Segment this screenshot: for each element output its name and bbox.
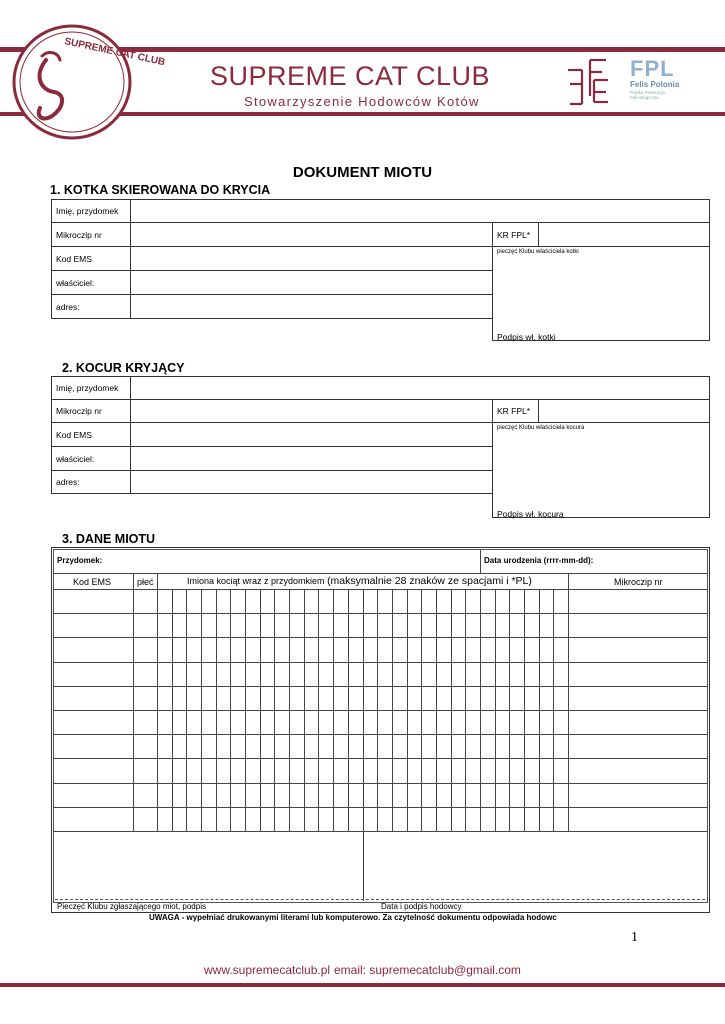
- s1-chip-label: Mikroczip nr: [52, 223, 131, 247]
- s2-address-label: adres:: [52, 471, 131, 494]
- litter-prefix-label: Przydomek:: [57, 556, 103, 565]
- litter-birth-label: Data urodzenia (rrrr-mm-dd):: [484, 556, 594, 565]
- kitten-name-field[interactable]: [158, 663, 567, 685]
- section3-title: 3. DANE MIOTU: [62, 532, 156, 546]
- kitten-chip-field[interactable]: [569, 590, 706, 612]
- kitten-chip-field[interactable]: [569, 735, 706, 757]
- s1-kr-label: KR FPL*: [493, 223, 539, 247]
- kitten-name-field[interactable]: [158, 784, 567, 806]
- kitten-chip-field[interactable]: [569, 614, 706, 636]
- club-subtitle: Stowarzyszenie Hodowców Kotów: [244, 94, 480, 109]
- s2-address-field[interactable]: [131, 471, 493, 494]
- s2-chip-label: Mikroczip nr: [52, 400, 131, 423]
- kitten-name-field[interactable]: [158, 687, 567, 709]
- col-names-header-a: Imiona kociąt wraz z przydomkiem: [187, 576, 325, 586]
- s1-kr-field[interactable]: [539, 223, 710, 247]
- grid-row-line: [53, 831, 707, 832]
- s1-owner-field[interactable]: [131, 271, 493, 295]
- s1-sign-label: Podpis wł. kotki: [497, 332, 556, 342]
- kitten-ems-field[interactable]: [54, 590, 132, 612]
- section1-title: 1. KOTKA SKIEROWANA DO KRYCIA: [50, 183, 271, 197]
- kitten-ems-field[interactable]: [54, 759, 132, 781]
- kitten-chip-field[interactable]: [569, 663, 706, 685]
- club-logo: [6, 20, 167, 140]
- s1-name-field[interactable]: [131, 200, 710, 223]
- kitten-sex-field[interactable]: [134, 808, 156, 830]
- s2-ems-field[interactable]: [131, 423, 493, 447]
- footer-band: [0, 983, 725, 987]
- s1-name-label: Imię, przydomek: [52, 200, 131, 223]
- fpl-name: Felis Polonia: [630, 80, 680, 89]
- s1-owner-label: właściciel:: [52, 271, 131, 295]
- litter-prefix-field[interactable]: [110, 551, 476, 571]
- section1-table: [51, 199, 710, 341]
- s2-kr-field[interactable]: [539, 400, 710, 423]
- litter-birth-field[interactable]: [600, 551, 704, 571]
- kitten-chip-field[interactable]: [569, 808, 706, 830]
- page-number: 1: [631, 930, 638, 945]
- s1-stamp-area[interactable]: [493, 247, 710, 341]
- kitten-name-field[interactable]: [158, 638, 567, 660]
- fpl-sub1: Polska Federacja: [630, 90, 665, 95]
- fpl-logo: [630, 58, 710, 100]
- s1-ems-label: Kod EMS: [52, 247, 131, 271]
- s2-stamp-label: pieczęć Klubu właściciela kocura: [497, 425, 585, 431]
- s1-address-label: adres:: [52, 295, 131, 319]
- col-sex-header: płeć: [137, 577, 154, 587]
- kitten-ems-field[interactable]: [54, 614, 132, 636]
- kitten-chip-field[interactable]: [569, 784, 706, 806]
- s2-name-field[interactable]: [131, 377, 710, 400]
- kitten-sex-field[interactable]: [134, 638, 156, 660]
- kitten-ems-field[interactable]: [54, 735, 132, 757]
- club-title: SUPREME CAT CLUB: [210, 61, 491, 91]
- kitten-name-field[interactable]: [158, 808, 567, 830]
- col-ems-header: Kod EMS: [73, 577, 112, 587]
- kitten-sex-field[interactable]: [134, 759, 156, 781]
- kitten-sex-field[interactable]: [134, 663, 156, 685]
- kitten-ems-field[interactable]: [54, 687, 132, 709]
- kitten-sex-field[interactable]: [134, 735, 156, 757]
- kitten-sex-field[interactable]: [134, 614, 156, 636]
- kitten-sex-field[interactable]: [134, 590, 156, 612]
- fife-logo-icon: [562, 56, 612, 106]
- section2-table: [51, 376, 710, 518]
- breeder-sign-field[interactable]: [366, 833, 704, 895]
- footer-website[interactable]: www.supremecatclub.pl: [204, 963, 331, 977]
- kitten-name-field[interactable]: [158, 735, 567, 757]
- s2-ems-label: Kod EMS: [52, 423, 131, 447]
- kitten-ems-field[interactable]: [54, 711, 132, 733]
- kitten-name-field[interactable]: [158, 590, 567, 612]
- col-names-header-b: (maksymalnie 28 znaków ze spacjami i *PL): [327, 575, 532, 587]
- fpl-logo-text: FPL: [630, 56, 675, 81]
- svg-text:SUPREME CAT CLUB: SUPREME CAT CLUB: [63, 36, 167, 69]
- kitten-ems-field[interactable]: [54, 638, 132, 660]
- footer-email[interactable]: email: supremecatclub@gmail.com: [334, 963, 521, 977]
- kitten-name-field[interactable]: [158, 759, 567, 781]
- col-names-header: [187, 575, 532, 587]
- kitten-ems-field[interactable]: [54, 808, 132, 830]
- kitten-name-field[interactable]: [158, 711, 567, 733]
- kitten-chip-field[interactable]: [569, 638, 706, 660]
- litter-stamp-label: Pieczęć Klubu zgłaszającego miot, podpis: [57, 902, 206, 911]
- s2-chip-field[interactable]: [131, 400, 493, 423]
- litter-stamp-field[interactable]: [55, 833, 361, 895]
- kitten-chip-field[interactable]: [569, 711, 706, 733]
- kitten-ems-field[interactable]: [54, 663, 132, 685]
- fpl-sub2: Felinologiczna: [630, 95, 659, 100]
- s2-kr-label: KR FPL*: [493, 400, 539, 423]
- s2-sign-label: Podpis wł. kocura: [497, 509, 564, 519]
- kitten-sex-field[interactable]: [134, 784, 156, 806]
- s2-stamp-area[interactable]: [493, 423, 710, 518]
- kitten-chip-field[interactable]: [569, 687, 706, 709]
- s1-stamp-label: pieczęć Klubu właściciela kotki: [497, 249, 579, 255]
- kitten-sex-field[interactable]: [134, 711, 156, 733]
- s2-owner-field[interactable]: [131, 447, 493, 471]
- kitten-chip-field[interactable]: [569, 759, 706, 781]
- kitten-sex-field[interactable]: [134, 687, 156, 709]
- s2-name-label: Imię, przydomek: [52, 377, 131, 400]
- breeder-sign-label: Data i podpis hodowcy: [381, 902, 462, 911]
- document-title: DOKUMENT MIOTU: [292, 164, 433, 181]
- s1-address-field[interactable]: [131, 295, 493, 319]
- s1-chip-field[interactable]: [131, 223, 493, 247]
- kitten-ems-field[interactable]: [54, 784, 132, 806]
- s1-ems-field[interactable]: [131, 247, 493, 271]
- section2-title: 2. KOCUR KRYJĄCY: [62, 361, 185, 375]
- kitten-name-field[interactable]: [158, 614, 567, 636]
- fill-notice: UWAGA - wypełniać drukowanymi literami lub komputerowo. Za czytelność dokumentu odpowiada hodowc: [149, 913, 557, 922]
- col-chip-header: Mikroczip nr: [614, 577, 663, 587]
- s2-owner-label: właściciel:: [52, 447, 131, 471]
